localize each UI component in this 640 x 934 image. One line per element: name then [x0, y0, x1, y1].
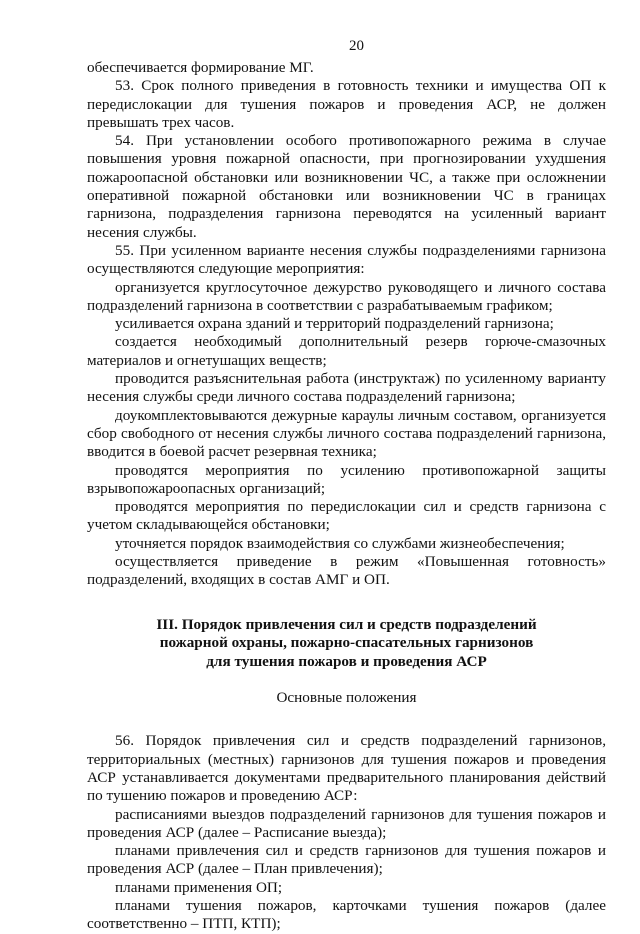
paragraph: планами привлечения сил и средств гарнизонов для тушения пожаров и проведения АСР (далее – План привлечения);: [87, 842, 606, 878]
paragraph: создается необходимый дополнительный резерв горюче-смазочных материалов и огнетушащих веществ;: [87, 333, 606, 369]
paragraph: 55. При усиленном варианте несения службы подразделениями гарнизона осуществляются следующие мероприятия:: [87, 241, 606, 278]
page-number: 20: [349, 38, 364, 54]
paragraph: обеспечивается формирование МГ.: [87, 59, 314, 76]
paragraph: доукомплектовываются дежурные караулы личным составом, организуется сбор свободного от несения службы личного состава подразделений гарнизона, вводится в боевой расчет резервная техника;: [87, 406, 606, 461]
paragraph: уточняется порядок взаимодействия со службами жизнеобеспечения;: [115, 534, 565, 552]
subheading: Основные положения: [276, 689, 417, 707]
section-heading-line-3: для тушения пожаров и проведения АСР: [206, 652, 487, 670]
paragraph: 54. При установлении особого противопожарного режима в случае повышения уровня пожарной опасности, при прогнозировании ухудшения пожароопасной обстановки или возникновении ЧС, а также при осложнении оперативной пожарной обстановки или возникновении ЧС в границах гарнизона, подразделения гарнизона переводятся на усиленный вариант несения службы.: [87, 132, 606, 241]
paragraph: осуществляется приведение в режим «Повышенная готовность» подразделений, входящих в состав АМГ и ОП.: [87, 553, 606, 589]
paragraph: проводятся мероприятия по усилению противопожарной защиты взрывопожароопасных организаций;: [87, 461, 606, 497]
section-heading-line-1: III. Порядок привлечения сил и средств подразделений: [156, 615, 537, 633]
paragraph: планами применения ОП;: [115, 878, 283, 896]
section-heading: [87, 616, 606, 672]
section-heading-line-2: пожарной охраны, пожарно-спасательных гарнизонов: [159, 634, 534, 652]
paragraph: проводится разъяснительная работа (инструктаж) по усиленному варианту несения службы среди личного состава подразделений гарнизона;: [87, 370, 606, 406]
paragraph: расписаниями выездов подразделений гарнизонов для тушения пожаров и проведения АСР (далее – Расписание выезда);: [87, 805, 606, 841]
paragraph: усиливается охрана зданий и территорий подразделений гарнизона;: [115, 315, 554, 333]
paragraph: планами тушения пожаров, карточками тушения пожаров (далее соответственно – ПТП, КТП);: [87, 897, 606, 933]
paragraph: 53. Срок полного приведения в готовность техники и имущества ОП к передислокации для тушения пожаров и проведения АСР, не должен превышать трех часов.: [87, 77, 606, 131]
paragraph: проводятся мероприятия по передислокации сил и средств гарнизона с учетом складывающейся обстановки;: [87, 498, 606, 534]
top-paragraphs: [87, 59, 606, 590]
bottom-paragraphs: [87, 732, 606, 933]
paragraph: 56. Порядок привлечения сил и средств подразделений гарнизонов, территориальных (местных) гарнизонов для тушения пожаров и проведения АСР устанавливается документами предварительного планирования действий по тушению пожаров и проведению АСР:: [87, 732, 606, 805]
paragraph: организуется круглосуточное дежурство руководящего и личного состава подразделений гарнизона в соответствии с разрабатываемым графиком;: [87, 278, 606, 314]
